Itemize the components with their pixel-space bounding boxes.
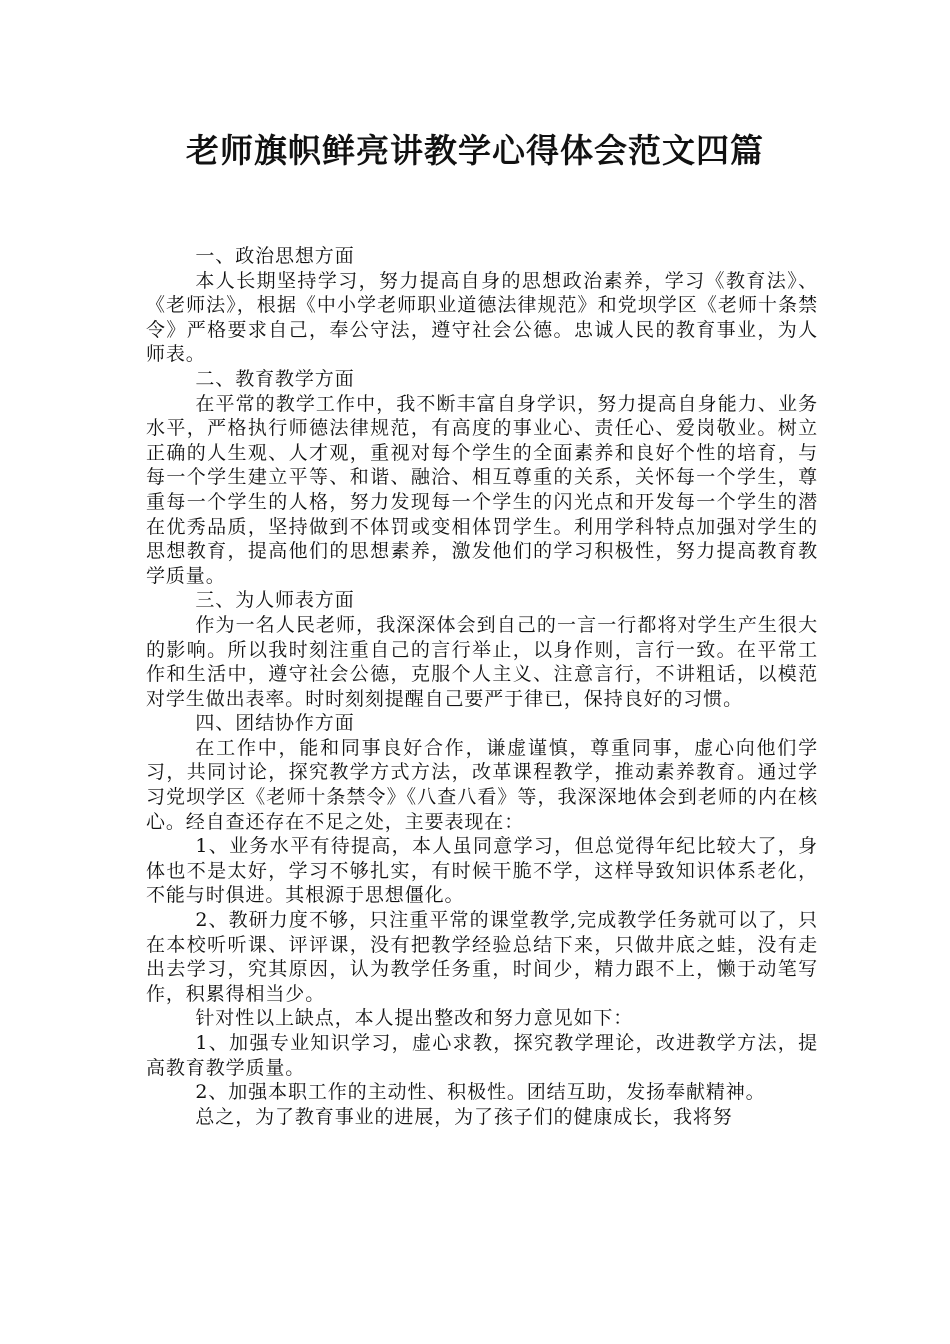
section-heading: 三、为人师表方面: [195, 589, 355, 612]
list-item: 1、加强专业知识学习，虚心求教，探究教学理论，改进教学方法，提高教育教学质量。: [146, 1032, 818, 1079]
list-item: 1、业务水平有待提高，本人虽同意学习，但总觉得年纪比较大了，身体也不是太好，学习不够扎实，有时候干脆不学，这样导致知识体系老化，不能与时俱进。其根源于思想僵化。: [146, 835, 818, 907]
document-body: [146, 244, 818, 1129]
section-heading: 一、政治思想方面: [195, 245, 355, 267]
paragraph: 总之，为了教育事业的进展，为了孩子们的健康成长，我将努: [195, 1105, 733, 1128]
paragraph: 作为一名人民老师，我深深体会到自己的一言一行都将对学生产生很大的影响。所以我时刻注重自己的言行举止，以身作则，言行一致。在平常工作和生活中，遵守社会公德，克服个人主义、注意言行，不讲粗话，以模范对学生做出表率。时时刻刻提醒自己要严于律已，保持良好的习惯。: [146, 613, 818, 710]
section-heading: 二、教育教学方面: [195, 367, 355, 390]
paragraph: 在平常的教学工作中，我不断丰富自身学识，努力提高自身能力、业务水平，严格执行师德法律规范，有高度的事业心、责任心、爱岗敬业。树立正确的人生观、人才观，重视对每个学生的全面素养和良好个性的培育，与每一个学生建立平等、和谐、融洽、相互尊重的关系，关怀每一个学生，尊重每一个学生的人格，努力发现每一个学生的闪光点和开发每一个学生的潜在优秀品质，坚持做到不体罚或变相体罚学生。利用学科特点加强对学生的思想教育，提高他们的思想素养，激发他们的学习积极性，努力提高教育教学质量。: [146, 392, 818, 587]
paragraph: 本人长期坚持学习，努力提高自身的思想政治素养，学习《教育法》、《老师法》，根据《中小学老师职业道德法律规范》和党坝学区《老师十条禁令》严格要求自己，奉公守法，遵守社会公德。忠诚人民的教育事业，为人师表。: [146, 269, 818, 366]
list-item: 2、加强本职工作的主动性、积极性。团结互助，发扬奉献精神。: [195, 1081, 766, 1104]
paragraph: 在工作中，能和同事良好合作，谦虚谨慎，尊重同事，虚心向他们学习，共同讨论，探究教学方式方法，改革课程教学，推动素养教育。通过学习党坝学区《老师十条禁令》《八查八看》等，我深深地体会到老师的内在核心。经自查还存在不足之处，主要表现在：: [146, 736, 818, 833]
paragraph: 针对性以上缺点，本人提出整改和努力意见如下：: [195, 1007, 634, 1030]
document-title: 老师旗帜鲜亮讲教学心得体会范文四篇: [186, 131, 764, 170]
list-item: 2、教研力度不够，只注重平常的课堂教学,完成教学任务就可以了，只在本校听听课、评评课，没有把教学经验总结下来，只做井底之蛙，没有走出去学习，究其原因，认为教学任务重，时间少，精力跟不上，懒于动笔写作，积累得相当少。: [146, 909, 818, 1005]
section-heading: 四、团结协作方面: [195, 712, 355, 735]
